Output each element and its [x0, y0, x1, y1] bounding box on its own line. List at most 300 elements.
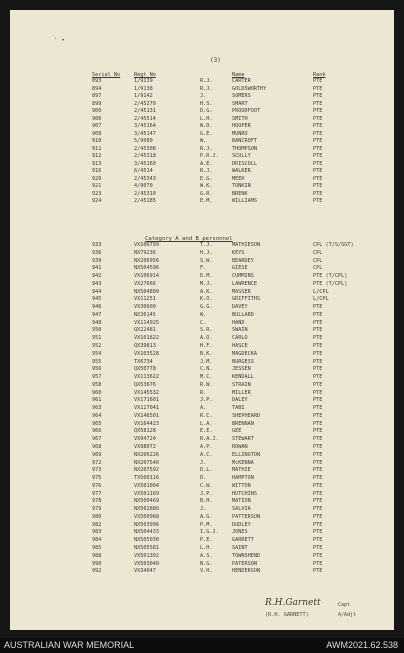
serial-no: 951: [92, 335, 102, 342]
roll-row: [10, 198, 394, 205]
surname: McKENNA: [232, 459, 254, 466]
serial-no: 894: [92, 85, 102, 92]
initials: C.: [200, 319, 207, 326]
surname: TONKIN: [232, 183, 251, 189]
rank: PTE: [313, 190, 323, 197]
roll-row: [10, 506, 394, 513]
roll-row: [10, 138, 394, 145]
roll-row: [10, 312, 394, 319]
rank: PTE: [313, 115, 323, 122]
header-name: Name: [232, 72, 245, 78]
rank: PTE: [313, 183, 323, 189]
surname: KEYS: [232, 249, 245, 256]
initials: G.E.: [200, 130, 213, 137]
initials: E.G.: [200, 175, 213, 182]
roll-row: [10, 475, 394, 482]
surname: MATION: [232, 498, 251, 505]
regt-no: 2/45308: [134, 145, 156, 152]
surname: BANCROFT: [232, 138, 257, 144]
regt-no: NX79236: [134, 249, 156, 256]
regt-no: 6/4514: [134, 168, 153, 174]
serial-no: 977: [92, 490, 102, 497]
serial-no: 990: [92, 560, 102, 567]
regt-no: NX504433: [134, 529, 159, 536]
roll-row: [10, 304, 394, 311]
surname: STEWART: [232, 436, 254, 443]
regt-no: VX106914: [134, 273, 159, 280]
roll-row: [10, 258, 394, 265]
rank: PTE: [313, 521, 323, 528]
surname: BURGESS: [232, 358, 254, 365]
surname: HAND: [232, 319, 245, 326]
rank: PTE: [313, 428, 323, 435]
initials: R.: [200, 389, 207, 396]
serial-no: 955: [92, 358, 102, 365]
regt-no: NX206226: [134, 451, 159, 458]
regt-no: TX6734: [134, 358, 153, 365]
regt-no: VX106799: [134, 242, 159, 248]
regt-no: VX113622: [134, 374, 159, 381]
serial-no: 957: [92, 374, 102, 381]
roll-row: [10, 93, 394, 100]
rank: PTE: [313, 130, 323, 137]
serial-no: 906: [92, 115, 102, 122]
initials: D.: [200, 475, 207, 482]
serial-no: 978: [92, 498, 102, 505]
regt-no: VX103528: [134, 350, 159, 357]
roll-row: [10, 498, 394, 505]
surname: BULLARD: [232, 311, 254, 318]
rank: PTE: [313, 85, 323, 92]
surname: GARRETT: [232, 537, 254, 544]
roll-row: [10, 452, 394, 459]
serial-no: 975: [92, 475, 102, 482]
initials: A.S.: [200, 552, 213, 559]
surname: ELLINGTON: [232, 451, 261, 458]
initials: F.: [200, 265, 207, 272]
initials: G.R.: [200, 190, 213, 197]
serial-no: 968: [92, 444, 102, 451]
rank: PTE: [313, 358, 323, 365]
regt-no: VX503040: [134, 560, 159, 567]
regt-no: VX501302: [134, 552, 159, 559]
rank: L/CPL: [313, 296, 329, 303]
archive-reference: AWM2021.62.538: [326, 640, 398, 650]
roll-row: [10, 537, 394, 544]
rank: PTE: [313, 537, 323, 544]
surname: GIESE: [232, 265, 248, 272]
roll-row: [10, 366, 394, 373]
surname: TABI: [232, 405, 245, 412]
roll-row: [10, 460, 394, 467]
surname: GEE: [232, 428, 242, 435]
roll-row: [10, 390, 394, 397]
rank: PTE: [313, 529, 323, 536]
serial-no: 912: [92, 153, 102, 159]
surname: HENDERSON: [232, 568, 261, 575]
regt-no: VX30600: [134, 304, 156, 311]
regt-no: 2/45318: [134, 153, 156, 159]
surname: MILLER: [232, 389, 251, 396]
regt-no: 2/45310: [134, 190, 156, 197]
regt-no: 2/45270: [134, 100, 156, 107]
initials: A.O.: [200, 335, 213, 342]
initials: P.M.: [200, 521, 213, 528]
serial-no: 966: [92, 428, 102, 435]
rank: PTE: [313, 304, 323, 311]
initials: P.R.J.: [200, 153, 219, 159]
regt-no: VX164423: [134, 420, 159, 427]
surname: LAWRENCE: [232, 280, 257, 287]
roll-row: [10, 116, 394, 123]
page-number: (3): [210, 57, 221, 64]
regt-no: VX127041: [134, 405, 159, 412]
initials: R.W.: [200, 381, 213, 388]
roll-row: [10, 491, 394, 498]
rank: PTE: [313, 123, 323, 129]
surname: HUTCHINS: [232, 490, 257, 497]
initials: W.: [200, 138, 207, 144]
surname: DRISCOLL: [232, 160, 257, 167]
serial-no: 899: [92, 100, 102, 107]
initials: T.J.: [200, 242, 213, 248]
roll-row: [10, 273, 394, 280]
initials: R.J.: [200, 145, 213, 152]
roll-row: [10, 413, 394, 420]
surname: MUNRO: [232, 130, 248, 137]
serial-no: 933: [92, 242, 102, 248]
rank: PTE: [313, 366, 323, 373]
rank: PTE: [313, 145, 323, 152]
regt-no: QX58128: [134, 428, 156, 435]
surname: TOWNSHEND: [232, 552, 261, 559]
rank: PTE: [313, 100, 323, 107]
rank: PTE: [313, 444, 323, 451]
rank: PTE: [313, 319, 323, 326]
surname: CARLO: [232, 335, 248, 342]
serial-no: 941: [92, 265, 102, 272]
roll-row: [10, 397, 394, 404]
rank: PTE: [313, 490, 323, 497]
roll-row: [10, 153, 394, 160]
initials: A.E.: [200, 160, 213, 167]
rank: PTE: [313, 343, 323, 349]
serial-no: 947: [92, 311, 102, 318]
initials: R.J.: [200, 85, 213, 92]
surname: MEEK: [232, 175, 245, 182]
initials: G.G.: [200, 304, 213, 311]
rank: PTE: [313, 350, 323, 357]
roll-row: [10, 289, 394, 296]
header-serial: Serial No: [92, 72, 121, 78]
rank: PTE: [313, 138, 323, 144]
regt-no: NX206956: [134, 257, 159, 264]
serial-no: 893: [92, 78, 102, 84]
surname: JONES: [232, 529, 248, 536]
initials: J.P.: [200, 490, 213, 497]
serial-no: 964: [92, 412, 102, 419]
serial-no: 948: [92, 319, 102, 326]
surname: DAVEY: [232, 304, 248, 311]
regt-no: NX500469: [134, 498, 159, 505]
surname: SMITH: [232, 115, 248, 122]
surname: BRENNAN: [232, 420, 254, 427]
surname: HOOPER: [232, 123, 251, 129]
rank: PTE: [313, 397, 323, 404]
surname: CUMMINS: [232, 273, 254, 280]
roll-row: [10, 359, 394, 366]
roll-row: [10, 428, 394, 435]
serial-no: 958: [92, 381, 102, 388]
rank: PTE: [313, 506, 323, 513]
initials: J.P.: [200, 397, 213, 404]
regt-no: 2/45131: [134, 108, 156, 114]
roll-row: [10, 568, 394, 575]
regt-no: VX501004: [134, 482, 159, 489]
surname: WALKER: [232, 168, 251, 174]
serial-no: 913: [92, 160, 102, 167]
regt-no: NX505030: [134, 537, 159, 544]
regt-no: NX207592: [134, 467, 159, 474]
initials: J.M.: [200, 358, 213, 365]
serial-no: 945: [92, 296, 102, 303]
surname: STRAIN: [232, 381, 251, 388]
serial-no: 965: [92, 420, 102, 427]
regt-no: 4/9070: [134, 183, 153, 189]
initials: S.R.: [200, 327, 213, 334]
regt-no: NX504809: [134, 288, 159, 295]
serial-no: 973: [92, 467, 102, 474]
surname: SAINT: [232, 545, 248, 552]
surname: SALVIA: [232, 506, 251, 513]
surname: HASCE: [232, 343, 248, 349]
regt-no: VX146501: [134, 412, 159, 419]
initials: A.K.: [200, 288, 213, 295]
initials: J.: [200, 93, 207, 99]
serial-no: 972: [92, 459, 102, 466]
regt-no: 1/9138: [134, 85, 153, 92]
rank: PTE: [313, 482, 323, 489]
surname: CARTER: [232, 78, 251, 84]
initials: W.: [200, 311, 207, 318]
rank: CPL: [313, 257, 323, 264]
header-regt: Regt No: [134, 72, 156, 78]
rank: CPL (T/S/SGT): [313, 242, 354, 248]
initials: M.C.: [200, 374, 213, 381]
regt-no: 1/9142: [134, 93, 153, 99]
initials: J.: [200, 506, 207, 513]
initials: W.K.: [200, 183, 213, 189]
initials: W.D.: [200, 123, 213, 129]
rank: PTE: [313, 374, 323, 381]
surname: BEARDEY: [232, 257, 254, 264]
roll-row: [10, 343, 394, 350]
serial-no: 961: [92, 397, 102, 404]
serial-no: 923: [92, 190, 102, 197]
serial-no: 950: [92, 327, 102, 334]
roll-row: [10, 467, 394, 474]
roll-row: [10, 382, 394, 389]
initials: C.N.: [200, 366, 213, 373]
roll-row: [10, 514, 394, 521]
serial-no: 910: [92, 138, 102, 144]
rank: PTE: [313, 552, 323, 559]
regt-no: 2/45343: [134, 175, 156, 182]
rank: PTE: [313, 405, 323, 412]
initials: J.: [200, 459, 207, 466]
serial-no: 946: [92, 304, 102, 311]
initials: N.G.: [200, 560, 213, 567]
surname: SMART: [232, 100, 248, 107]
regt-no: 3/45160: [134, 160, 156, 167]
regt-no: NX503996: [134, 521, 159, 528]
initials: E.M.: [200, 198, 213, 204]
serial-no: 908: [92, 130, 102, 137]
serial-no: 907: [92, 123, 102, 129]
roll-row: [10, 191, 394, 198]
surname: SHEPHEARD: [232, 412, 261, 419]
initials: H.S.: [200, 100, 213, 107]
serial-no: 943: [92, 280, 102, 287]
serial-no: 980: [92, 513, 102, 520]
serial-no: 952: [92, 343, 102, 349]
rank: PTE: [313, 498, 323, 505]
rank: PTE: [313, 175, 323, 182]
roll-row: [10, 405, 394, 412]
roll-row: [10, 101, 394, 108]
archive-name: AUSTRALIAN WAR MEMORIAL: [4, 640, 135, 650]
rank: PTE: [313, 78, 323, 84]
regt-no: TX500116: [134, 475, 159, 482]
initials: R.C.: [200, 412, 213, 419]
roll-row: [10, 176, 394, 183]
serial-no: 900: [92, 108, 102, 114]
rank: PTE (T/CPL): [313, 280, 348, 287]
rank: PTE: [313, 560, 323, 567]
rank: PTE: [313, 160, 323, 167]
rank: L/CPL: [313, 288, 329, 295]
regt-no: 5/9089: [134, 138, 153, 144]
initials: R.J.: [200, 78, 213, 84]
serial-no: 897: [92, 93, 102, 99]
roll-row: [10, 123, 394, 130]
regt-no: 3/45164: [134, 123, 156, 129]
serial-no: 992: [92, 568, 102, 575]
roll-row: [10, 436, 394, 443]
surname: BRENK: [232, 190, 248, 197]
serial-no: 916: [92, 168, 102, 174]
regt-no: 3/45147: [134, 130, 156, 137]
initials: I.G.J.: [200, 529, 219, 536]
initials: H.F.: [200, 343, 213, 349]
rank: CPL: [313, 249, 323, 256]
initials: B.H.: [200, 498, 213, 505]
surname: HAMPTON: [232, 475, 254, 482]
signatory-name: (R.H. GARNETT): [265, 612, 309, 618]
surname: WILLIAMS: [232, 198, 257, 204]
initials: A.: [200, 405, 207, 412]
margin-marks: ' •: [54, 37, 65, 44]
regt-no: VX145532: [134, 389, 159, 396]
roll-row: [10, 444, 394, 451]
regt-no: 2/45514: [134, 115, 156, 122]
rank: PTE: [313, 381, 323, 388]
roll-row: [10, 335, 394, 342]
serial-no: 944: [92, 288, 102, 295]
surname: THOMPSON: [232, 145, 257, 152]
roll-row: [10, 86, 394, 93]
surname: MATHIE: [232, 467, 251, 474]
regt-no: VX34047: [134, 568, 156, 575]
roll-row: [10, 351, 394, 358]
surname: SOMERS: [232, 93, 251, 99]
initials: S.W.: [200, 257, 213, 264]
serial-no: 963: [92, 405, 102, 412]
serial-no: 920: [92, 175, 102, 182]
initials: L.H.: [200, 545, 213, 552]
serial-no: 960: [92, 389, 102, 396]
initials: D.L.: [200, 467, 213, 474]
rank: PTE: [313, 311, 323, 318]
serial-no: 911: [92, 145, 102, 152]
serial-no: 969: [92, 451, 102, 458]
roll-row: [10, 553, 394, 560]
rank: PTE: [313, 108, 323, 114]
serial-no: 936: [92, 249, 102, 256]
roll-row: [10, 131, 394, 138]
rank: PTE: [313, 335, 323, 342]
initials: R.J.: [200, 168, 213, 174]
regt-no: QX39813: [134, 343, 156, 349]
surname: SWAIN: [232, 327, 248, 334]
document-page: [10, 10, 394, 630]
initials: A.P.: [200, 444, 213, 451]
rank: PTE (T/CPL): [313, 273, 348, 280]
serial-no: 954: [92, 350, 102, 357]
serial-no: 983: [92, 529, 102, 536]
rank: PTE: [313, 459, 323, 466]
serial-no: 924: [92, 198, 102, 204]
initials: L.A.: [200, 420, 213, 427]
roll-row: [10, 483, 394, 490]
surname: KENDALL: [232, 374, 254, 381]
rank: PTE: [313, 389, 323, 396]
roll-row: [10, 265, 394, 272]
surname: MAGDECKA: [232, 350, 257, 357]
roll-row: [10, 296, 394, 303]
regt-no: QX50778: [134, 366, 156, 373]
surname: MASSER: [232, 288, 251, 295]
surname: GOLDSWORTHY: [232, 85, 267, 92]
roll-row: [10, 242, 394, 249]
regt-no: NX36145: [134, 311, 156, 318]
serial-no: 967: [92, 436, 102, 443]
surname: PATERSON: [232, 560, 257, 567]
roll-row: [10, 146, 394, 153]
rank: PTE: [313, 412, 323, 419]
roll-row: [10, 522, 394, 529]
initials: H.J.: [200, 249, 213, 256]
regt-no: NX504596: [134, 265, 159, 272]
initials: R.A.J.: [200, 436, 219, 443]
rank: PTE: [313, 198, 323, 204]
serial-no: 984: [92, 537, 102, 544]
regt-no: QX22481: [134, 327, 156, 334]
regt-no: VX98072: [134, 444, 156, 451]
regt-no: VX171601: [134, 397, 159, 404]
rank: PTE: [313, 467, 323, 474]
roll-row: [10, 108, 394, 115]
